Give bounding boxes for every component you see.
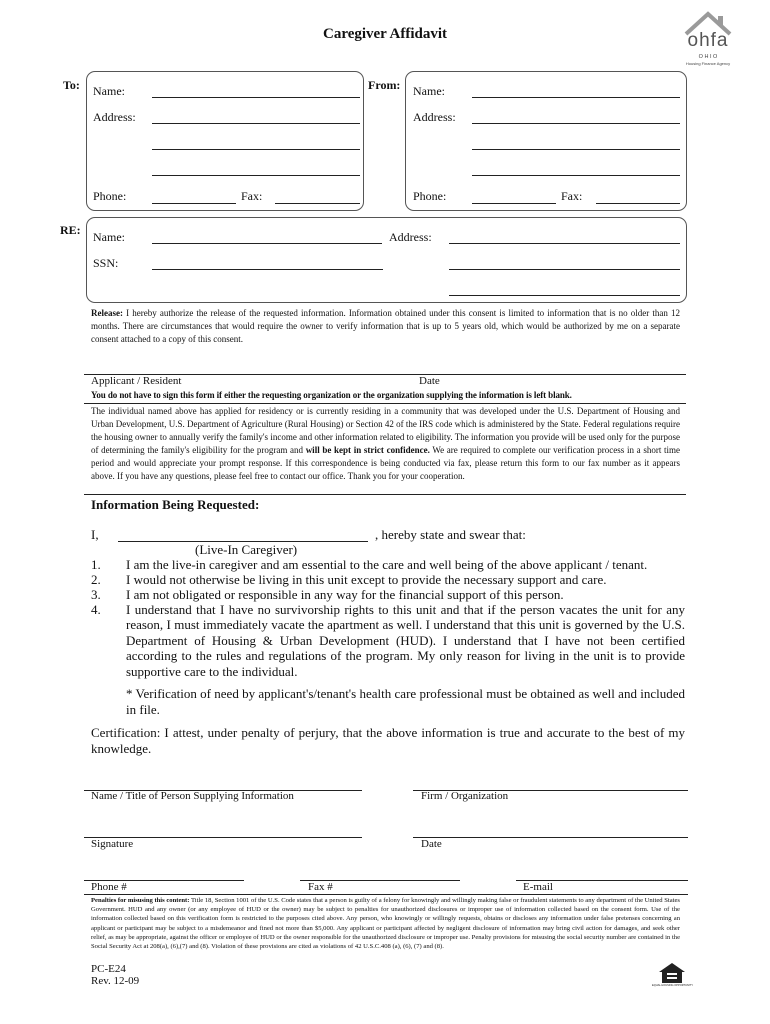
from-name-field[interactable] bbox=[472, 97, 680, 98]
page-title: Caregiver Affidavit bbox=[322, 26, 447, 42]
notice-divider bbox=[84, 494, 686, 495]
re-name-label: Name: bbox=[93, 230, 125, 244]
item-1-text: I am the live-in caregiver and am essential to the care and well being of the above applicant / tenant. bbox=[126, 557, 648, 572]
equal-housing-caption: EQUAL HOUSING OPPORTUNITY bbox=[652, 984, 693, 987]
logo-state: O H I O bbox=[698, 54, 718, 60]
to-address-field-2[interactable] bbox=[152, 149, 360, 150]
firm-label: Firm / Organization bbox=[421, 790, 509, 802]
swear-text: , hereby state and swear that: bbox=[375, 527, 526, 542]
signature-label: Signature bbox=[91, 838, 134, 850]
from-name-label: Name: bbox=[413, 84, 445, 98]
to-address-field-3[interactable] bbox=[152, 175, 360, 176]
i-label: I, bbox=[91, 527, 99, 542]
item-2-text: I would not otherwise be living in this unit except to provide the necessary support and care. bbox=[126, 572, 607, 587]
notice-paragraph bbox=[91, 405, 680, 482]
item-3-text: I am not obligated or responsible in any way for the financial support of this person. bbox=[126, 587, 564, 602]
item-4-num: 4. bbox=[91, 602, 101, 617]
release-body: I hereby authorize the release of the requested information. Information obtained under this consent is limited to information that is no older than 12 months. There are circumstances that would require the owner to verify information that is up to 5 years old, which would be authorized by me on a separate consent attached to a copy of this consent. bbox=[91, 308, 680, 344]
ohfa-logo bbox=[680, 10, 736, 68]
from-box bbox=[405, 71, 687, 211]
re-label: RE: bbox=[60, 223, 81, 237]
from-fax-field[interactable] bbox=[596, 203, 680, 204]
re-address-field-3[interactable] bbox=[449, 295, 680, 296]
notice-confidence: will be kept in strict confidence. bbox=[305, 444, 430, 455]
release-label: Release: bbox=[91, 308, 123, 318]
to-address-field-1[interactable] bbox=[152, 123, 360, 124]
to-phone-label: Phone: bbox=[93, 189, 127, 203]
sig-date-field[interactable] bbox=[413, 837, 688, 838]
applicant-date-label: Date bbox=[419, 375, 440, 387]
to-box bbox=[86, 71, 364, 211]
from-address-field-2[interactable] bbox=[472, 149, 680, 150]
from-phone-label: Phone: bbox=[413, 189, 447, 203]
phone-label: Phone # bbox=[91, 881, 127, 893]
sig-date-label: Date bbox=[421, 838, 442, 850]
from-fax-label: Fax: bbox=[561, 189, 583, 203]
to-phone-field[interactable] bbox=[152, 203, 236, 204]
equal-housing-icon bbox=[658, 962, 686, 984]
to-fax-label: Fax: bbox=[241, 189, 263, 203]
re-address-label: Address: bbox=[389, 230, 432, 244]
email-label: E-mail bbox=[523, 881, 553, 893]
info-heading: Information Being Requested: bbox=[91, 497, 260, 512]
logo-wordmark: ohfa bbox=[687, 30, 729, 51]
notice-text-2: We are required to complete our verification process in a short time period and would appreciate your prompt response. If this correspondence is being conducted via fax, please return this form to our fax number as it appears above. If you have any questions, please feel free to contact our office. Thank you for your cooperation. bbox=[91, 444, 680, 481]
fax-label: Fax # bbox=[308, 881, 333, 893]
from-address-label: Address: bbox=[413, 110, 456, 124]
to-name-field[interactable] bbox=[152, 97, 360, 98]
item-1-num: 1. bbox=[91, 557, 101, 572]
notice-text-1: The individual named above has applied for residency or is currently residing in a community that was developed under the U.S. Department of Housing and Urban Development, U.S. Department of Agriculture (Rural Housing) or Section 42 of the IRS code which is administered by the State. Federal regulations require the housing owner to annually verify the family's income and other information related to eligibility. The information you provide will be used only for the purpose of determining the family's eligibility for the program and bbox=[91, 406, 680, 455]
penalties-label: Penalties for misusing this content: bbox=[91, 897, 190, 904]
to-name-label: Name: bbox=[93, 84, 125, 98]
item-4-text: I understand that I have no survivorship rights to this unit and that if the person vacates the unit for any reason, I must immediately vacate the apartment as well. I understand that this unit is governed by the U.S. Department of Housing & Urban Development (HUD). I understand that I have not been certified according to the rules and regulations of the program. My only reason for living in the unit is to provide supportive care to the individual. bbox=[126, 602, 685, 679]
logo-agency: Housing Finance Agency bbox=[685, 61, 731, 66]
name-title-label: Name / Title of Person Supplying Information bbox=[91, 790, 294, 802]
applicant-label: Applicant / Resident bbox=[91, 375, 182, 387]
to-fax-field[interactable] bbox=[275, 203, 360, 204]
warning-divider bbox=[84, 403, 686, 404]
re-ssn-field[interactable] bbox=[152, 269, 383, 270]
re-address-field-1[interactable] bbox=[449, 243, 680, 244]
item-3-num: 3. bbox=[91, 587, 101, 602]
form-revision: Rev. 12-09 bbox=[91, 975, 140, 987]
to-address-label: Address: bbox=[93, 110, 136, 124]
live-in-caption: (Live-In Caregiver) bbox=[195, 542, 298, 557]
equal-housing-logo bbox=[652, 962, 693, 990]
form-id: PC-E24 bbox=[91, 963, 126, 975]
re-address-field-2[interactable] bbox=[449, 269, 680, 270]
penalties-text bbox=[91, 896, 680, 951]
to-label: To: bbox=[63, 78, 80, 92]
re-box bbox=[86, 217, 687, 303]
penalties-body: Title 18, Section 1001 of the U.S. Code states that a person is guilty of a felony for knowingly and willingly making false or fraudulent statements to any department of the United States Government. HUD and any owner (or any employee of HUD or the owner) may be subject to penalties for unauthorized disclosures or improper use of information collected based on the consent form. Use of the information collected based on this verification form is restricted to the purposes cited above. Any person, who knowingly or willingly requests, obtains or discloses any information under false pretenses concerning an applicant or participant may be subject to a misdemeanor and fined not more than $5,000. Any applicant or participant affected by negligent disclosure of information may bring civil action for damages, and seek other relief, as may be appropriate, against the officer or employee of HUD or the owner responsible for the unauthorized disclosure or improper use. Penalty provisions for misusing the social security number are contained in the Social Security Act at 208(a), (6),(7) and (8). Violation of these provisions are cited as violations of 42 U.S.C.408 (a), (6), (7) and (8). bbox=[91, 897, 680, 951]
from-address-field-1[interactable] bbox=[472, 123, 680, 124]
release-text bbox=[91, 307, 680, 346]
re-name-field[interactable] bbox=[152, 243, 382, 244]
re-ssn-label: SSN: bbox=[93, 256, 119, 270]
from-phone-field[interactable] bbox=[472, 203, 556, 204]
from-address-field-3[interactable] bbox=[472, 175, 680, 176]
verification-note: * Verification of need by applicant's/tenant's health care professional must be obtained as well and included in file. bbox=[126, 686, 685, 717]
penalties-divider bbox=[84, 894, 688, 895]
item-2-num: 2. bbox=[91, 572, 101, 587]
from-label: From: bbox=[368, 78, 401, 92]
certification-text: Certification: I attest, under penalty of perjury, that the above information is true and accurate to the best of my knowledge. bbox=[91, 725, 685, 756]
sign-warning: You do not have to sign this form if either the requesting organization or the organization supplying the information is left blank. bbox=[91, 390, 572, 400]
